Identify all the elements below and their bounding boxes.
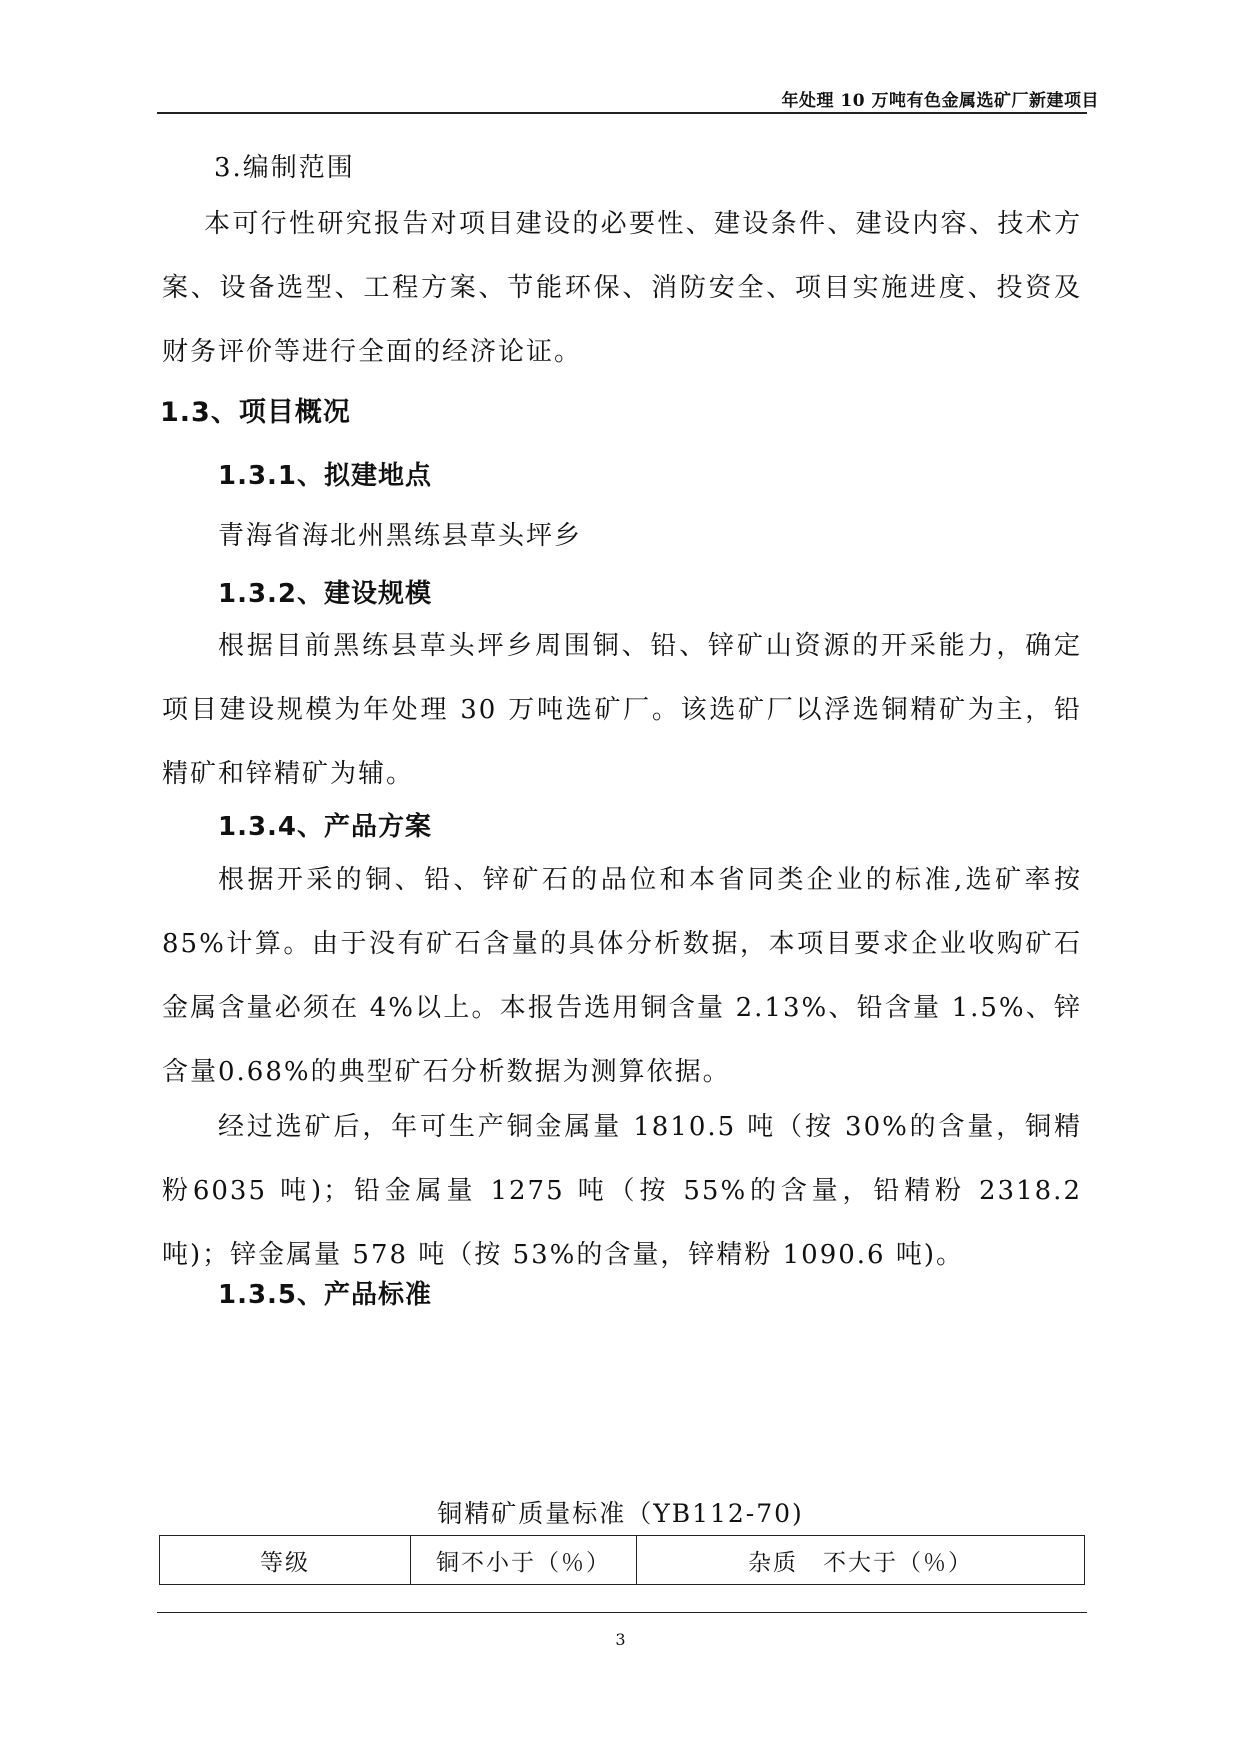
scope-paragraph: 本可行性研究报告对项目建设的必要性、建设条件、建设内容、技术方案、设备选型、工程方案、节能环保、消防安全、项目实施进度、投资及财务评价等进行全面的经济论证。 — [162, 209, 1082, 367]
section-heading-1-3: 1.3、项目概况 — [160, 397, 351, 428]
copper-concentrate-standard-table — [159, 1535, 1085, 1585]
subsection-heading-1-3-5: 1.3.5、产品标准 — [218, 1280, 433, 1310]
subsection-heading-1-3-1: 1.3.1、拟建地点 — [218, 461, 433, 491]
subsection-heading-1-3-4: 1.3.4、产品方案 — [218, 812, 433, 842]
site-location-text: 青海省海北州黑练县草头坪乡 — [218, 521, 583, 551]
subsection-heading-1-3-2: 1.3.2、建设规模 — [218, 579, 433, 609]
running-header: 年处理 10 万吨有色金属选矿厂新建项目 — [781, 91, 1099, 111]
page-number: 3 — [615, 1630, 626, 1649]
construction-scale-paragraph: 根据目前黑练县草头坪乡周围铜、铅、锌矿山资源的开采能力，确定项目建设规模为年处理 30 万吨选矿厂。该选矿厂以浮选铜精矿为主，铅精矿和锌精矿为辅。 — [162, 631, 1082, 789]
product-plan-paragraph-1: 根据开采的铜、铅、锌矿石的品位和本省同类企业的标准,选矿率按85%计算。由于没有矿石含量的具体分析数据，本项目要求企业收购矿石金属含量必须在 4%以上。本报告选用铜含量 2.13%、铅含量 1.5%、锌含量0.68%的典型矿石分析数据为测算依据。 — [162, 865, 1082, 1087]
header-divider — [157, 112, 1087, 114]
footer-divider — [157, 1612, 1087, 1613]
product-plan-paragraph-2: 经过选矿后，年可生产铜金属量 1810.5 吨（按 30%的含量，铜精粉6035 吨)；铅金属量 1275 吨（按 55%的含量，铅精粉 2318.2 吨)；锌金属量 578 吨（按 53%的含量，锌精粉 1090.6 吨)。 — [162, 1112, 1082, 1270]
table-header-copper-min: 铜不小于（％） — [411, 1536, 637, 1585]
scope-heading: 3.编制范围 — [214, 153, 355, 183]
table-header-impurity-max: 杂质 不大于（％） — [637, 1536, 1085, 1585]
table-header-row — [160, 1536, 1085, 1585]
table-header-grade: 等级 — [160, 1536, 411, 1585]
table-caption: 铜精矿质量标准（YB112-70) — [437, 1499, 804, 1528]
